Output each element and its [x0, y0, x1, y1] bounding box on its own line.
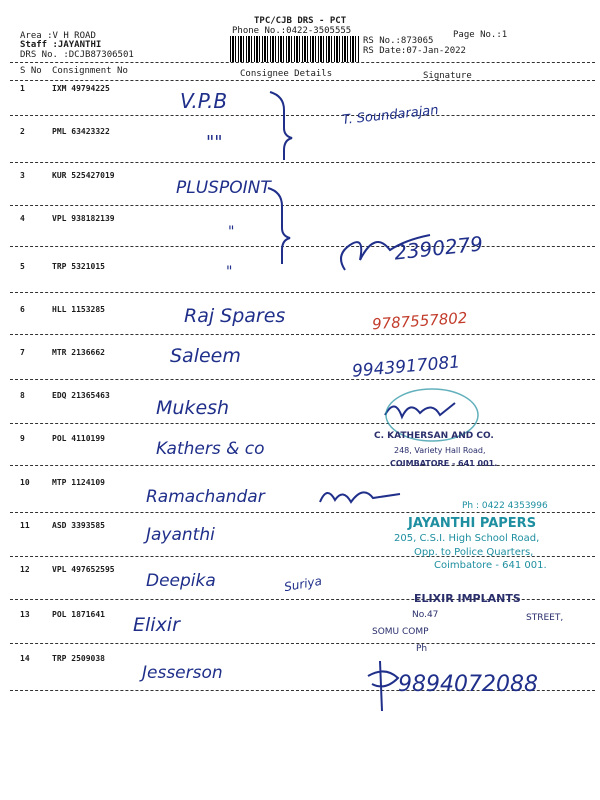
phone-number: Phone No.:0422-3505555: [232, 26, 352, 36]
divider: [10, 379, 595, 380]
row-consignment: POL 4110199: [52, 434, 105, 443]
row-consignee: Jayanthi: [146, 525, 215, 545]
signature-6: 9787557802: [371, 308, 468, 334]
divider: [10, 62, 595, 63]
row-sno: 6: [20, 305, 25, 314]
col-sno: S No: [20, 66, 42, 76]
page-number: Page No.:1: [453, 30, 508, 40]
row-consignee: Raj Spares: [184, 305, 286, 327]
divider: [10, 423, 595, 424]
row-sno: 14: [20, 654, 30, 663]
stamp-jayanthi-address1: 205, C.S.I. High School Road,: [394, 533, 540, 544]
row-sno: 5: [20, 262, 25, 271]
row-sno: 7: [20, 348, 25, 357]
stamp-elixir-line5: Ph: [416, 644, 428, 654]
divider: [10, 465, 595, 466]
stamp-elixir-line2: No.47: [412, 610, 439, 620]
divider: [10, 512, 595, 513]
row-sno: 13: [20, 610, 30, 619]
col-consignee: Consignee Details: [240, 69, 333, 79]
signature-7: 9943917081: [351, 352, 461, 382]
row-consignment: HLL 1153285: [52, 305, 105, 314]
row-consignee: "": [206, 132, 223, 153]
divider: [10, 162, 595, 163]
row-consignment: VPL 497652595: [52, 565, 115, 574]
row-consignee: PLUSPOINT: [176, 178, 271, 198]
row-sno: 10: [20, 478, 30, 487]
divider: [10, 115, 595, 116]
row-consignment: MTR 2136662: [52, 348, 105, 357]
divider: [10, 205, 595, 206]
row-sno: 8: [20, 391, 25, 400]
row-consignee: Saleem: [170, 345, 241, 367]
row-consignment: KUR 525427019: [52, 171, 115, 180]
divider: [10, 292, 595, 293]
row-consignment: PML 63423322: [52, 127, 110, 136]
barcode: [230, 36, 360, 62]
rs-date: RS Date:07-Jan-2022: [363, 46, 466, 56]
row-consignee: ": [226, 264, 233, 280]
stamp-kathers-name: C. KATHERSAN AND CO.: [374, 431, 494, 441]
row-consignment: IXM 49794225: [52, 84, 110, 93]
divider: [10, 334, 595, 335]
row-consignment: MTP 1124109: [52, 478, 105, 487]
row-sno: 3: [20, 171, 25, 180]
col-consignment: Consignment No: [52, 66, 128, 76]
divider: [10, 643, 595, 644]
stamp-elixir-name: ELIXIR IMPLANTS: [414, 592, 521, 605]
row-consignment: TRP 2509038: [52, 654, 105, 663]
row-consignee: Elixir: [133, 614, 180, 636]
staff-label: Staff :JAYANTHI: [20, 40, 102, 50]
stamp-jayanthi-address3: Coimbatore - 641 001.: [434, 560, 547, 571]
divider: [10, 80, 595, 81]
row-sno: 2: [20, 127, 25, 136]
signature-1: T. Soundarajan: [341, 102, 440, 129]
row-sno: 1: [20, 84, 25, 93]
stamp-elixir-line4: STREET,: [526, 613, 564, 623]
row-sno: 12: [20, 565, 30, 574]
row-sno: 9: [20, 434, 25, 443]
document-title: TPC/CJB DRS - PCT: [254, 16, 347, 26]
stamp-jayanthi-phone: Ph : 0422 4353996: [462, 501, 548, 511]
rs-number: RS No.:873065: [363, 36, 434, 46]
row-sno: 4: [20, 214, 25, 223]
signature-14: 9894072088: [398, 672, 538, 697]
row-consignment: EDQ 21365463: [52, 391, 110, 400]
row-sno: 11: [20, 521, 30, 530]
signature-12: Suriya: [283, 573, 323, 595]
brace-marks: [262, 88, 302, 268]
row-consignee: Ramachandar: [146, 487, 265, 507]
col-signature: Signature: [423, 71, 472, 81]
row-consignee: Kathers & co: [156, 439, 265, 459]
row-consignee: Jesserson: [142, 663, 223, 683]
row-consignment: ASD 3393585: [52, 521, 105, 530]
stamp-kathers-address2: COIMBATORE - 641 001.: [390, 459, 498, 468]
signature-scribble-10: [315, 480, 405, 510]
row-consignment: TRP 5321015: [52, 262, 105, 271]
row-consignment: POL 1871641: [52, 610, 105, 619]
drs-number: DRS No. :DCJB87306501: [20, 50, 134, 60]
stamp-elixir-line3: SOMU COMP: [372, 627, 429, 637]
row-consignment: VPL 938182139: [52, 214, 115, 223]
row-consignee: Mukesh: [156, 397, 230, 419]
row-consignee: V.P.B: [180, 89, 228, 113]
stamp-jayanthi-name: JAYANTHI PAPERS: [408, 516, 537, 531]
area-label: Area :V H ROAD: [20, 31, 96, 41]
stamp-jayanthi-address2: Opp. to Police Quarters,: [414, 547, 534, 558]
row-consignee: ": [228, 224, 235, 240]
signature-5-number: 2390279: [392, 231, 485, 265]
row-consignee: Deepika: [146, 571, 216, 591]
divider: [10, 246, 595, 247]
stamp-kathers-address1: 248, Variety Hall Road,: [394, 446, 486, 455]
